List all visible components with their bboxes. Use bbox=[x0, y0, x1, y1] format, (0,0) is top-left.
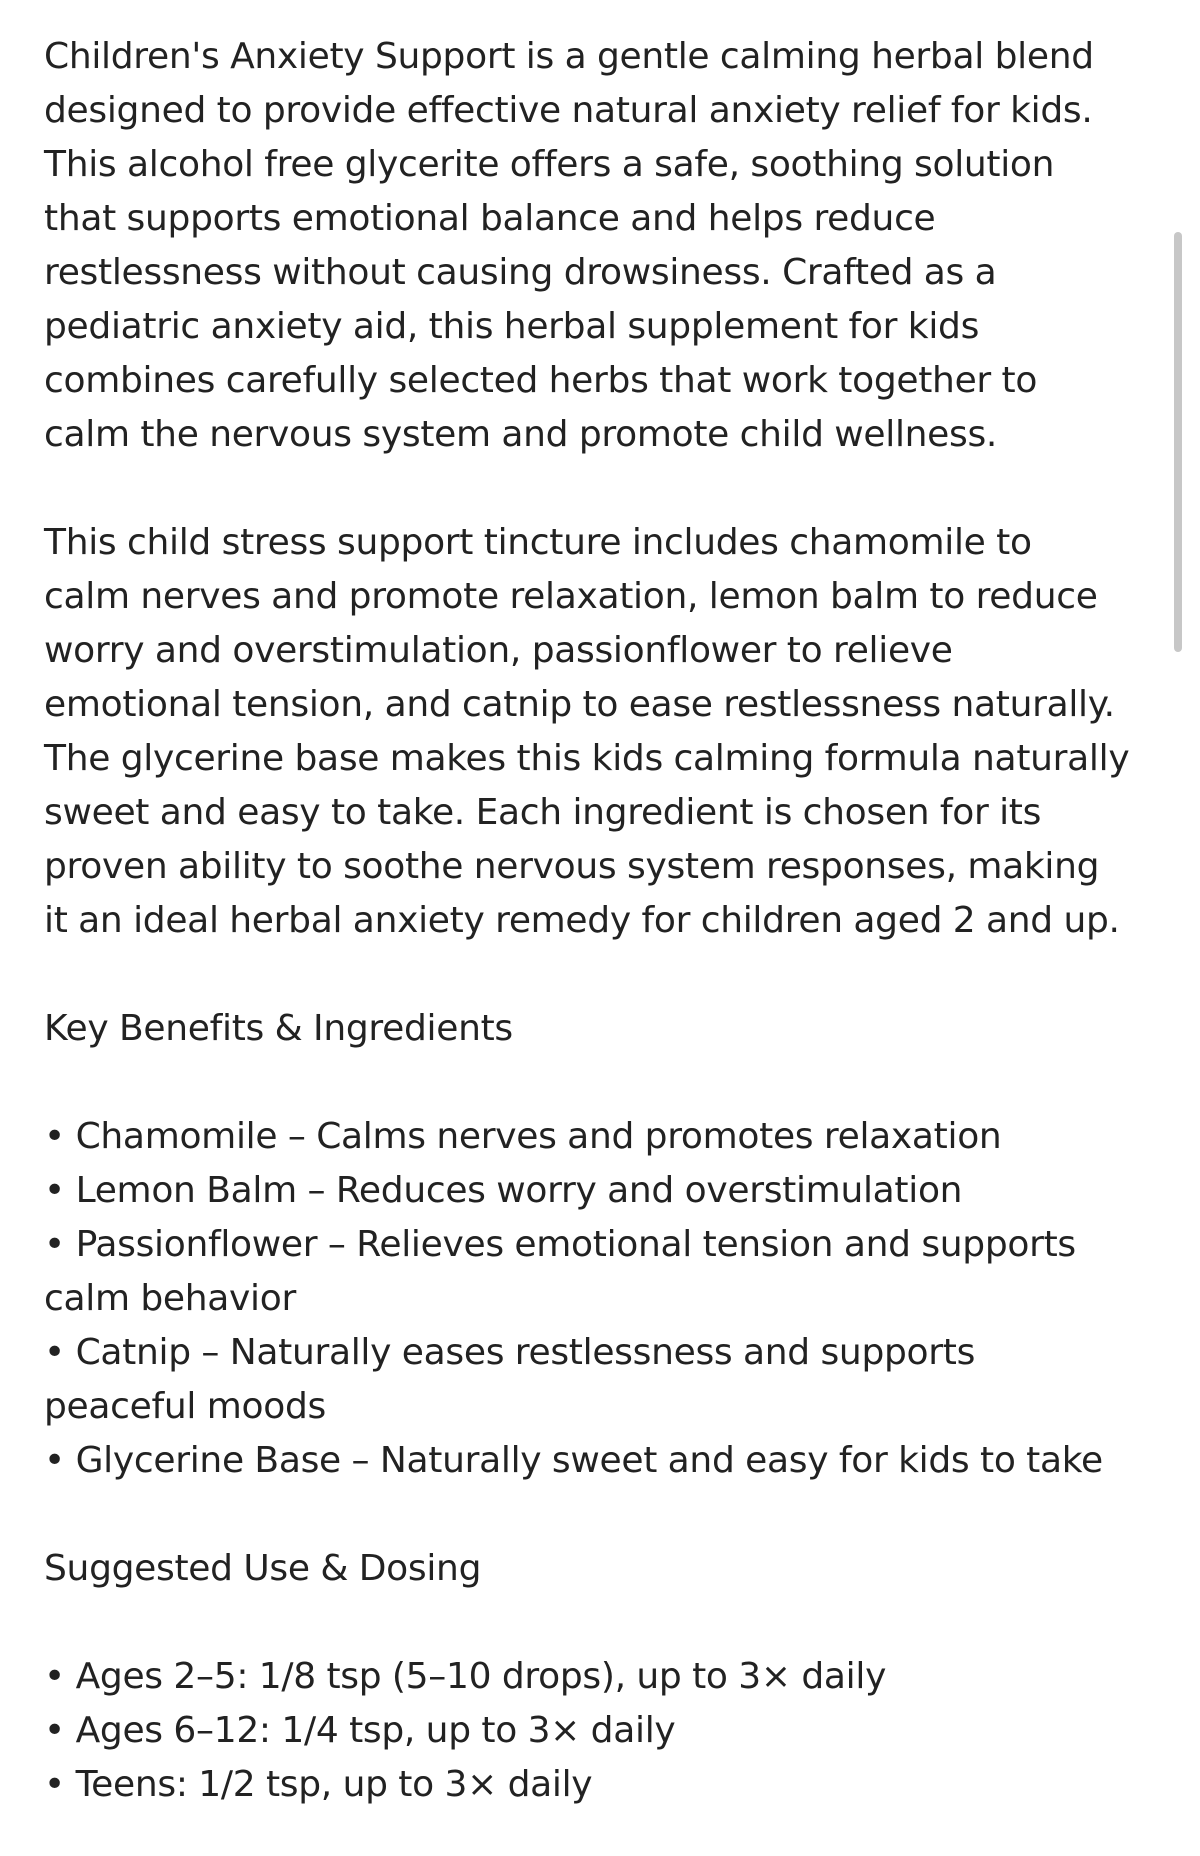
dosing-item: • Teens: 1/2 tsp, up to 3× daily bbox=[44, 1764, 593, 1805]
benefits-list bbox=[44, 1110, 1164, 1488]
benefit-item-continuation: peaceful moods bbox=[44, 1386, 326, 1427]
paragraph-spacer bbox=[44, 462, 1164, 516]
dosing-heading: Suggested Use & Dosing bbox=[44, 1548, 482, 1589]
benefit-item-continuation: calm behavior bbox=[44, 1278, 296, 1319]
ingredients-line: emotional tension, and catnip to ease restlessness naturally. bbox=[44, 684, 1115, 725]
benefits-heading: Key Benefits & Ingredients bbox=[44, 1008, 513, 1049]
intro-line: restlessness without causing drowsiness. Crafted as a bbox=[44, 252, 997, 293]
ingredients-line: proven ability to soothe nervous system responses, making bbox=[44, 846, 1100, 887]
product-description bbox=[44, 30, 1164, 1812]
dosing-list bbox=[44, 1650, 1164, 1812]
ingredients-line: worry and overstimulation, passionflower to relieve bbox=[44, 630, 953, 671]
intro-line: calm the nervous system and promote child wellness. bbox=[44, 414, 998, 455]
benefit-item: • Lemon Balm – Reduces worry and overstimulation bbox=[44, 1170, 963, 1211]
benefit-item: • Catnip – Naturally eases restlessness and supports bbox=[44, 1332, 976, 1373]
paragraph-spacer bbox=[44, 948, 1164, 1002]
ingredients-line: sweet and easy to take. Each ingredient is chosen for its bbox=[44, 792, 1042, 833]
dosing-item: • Ages 2–5: 1/8 tsp (5–10 drops), up to 3× daily bbox=[44, 1656, 887, 1697]
scrollbar-thumb[interactable] bbox=[1174, 232, 1182, 652]
scrollbar[interactable] bbox=[1174, 232, 1182, 652]
ingredients-line: it an ideal herbal anxiety remedy for children aged 2 and up. bbox=[44, 900, 1120, 941]
paragraph-spacer bbox=[44, 1488, 1164, 1542]
intro-line: combines carefully selected herbs that work together to bbox=[44, 360, 1038, 401]
intro-paragraph bbox=[44, 30, 1164, 462]
intro-line: that supports emotional balance and helps reduce bbox=[44, 198, 936, 239]
ingredients-line: This child stress support tincture includes chamomile to bbox=[44, 522, 1032, 563]
paragraph-spacer bbox=[44, 1596, 1164, 1650]
benefit-item: • Passionflower – Relieves emotional tension and supports bbox=[44, 1224, 1076, 1265]
ingredients-line: calm nerves and promote relaxation, lemon balm to reduce bbox=[44, 576, 1098, 617]
paragraph-spacer bbox=[44, 1056, 1164, 1110]
intro-line: pediatric anxiety aid, this herbal supplement for kids bbox=[44, 306, 980, 347]
ingredients-line: The glycerine base makes this kids calming formula naturally bbox=[44, 738, 1130, 779]
ingredients-paragraph bbox=[44, 516, 1164, 948]
intro-line: designed to provide effective natural anxiety relief for kids. bbox=[44, 90, 1093, 131]
dosing-item: • Ages 6–12: 1/4 tsp, up to 3× daily bbox=[44, 1710, 676, 1751]
intro-line: Children's Anxiety Support is a gentle calming herbal blend bbox=[44, 36, 1094, 77]
intro-line: This alcohol free glycerite offers a safe, soothing solution bbox=[44, 144, 1055, 185]
benefit-item: • Glycerine Base – Naturally sweet and easy for kids to take bbox=[44, 1440, 1103, 1481]
benefit-item: • Chamomile – Calms nerves and promotes relaxation bbox=[44, 1116, 1002, 1157]
